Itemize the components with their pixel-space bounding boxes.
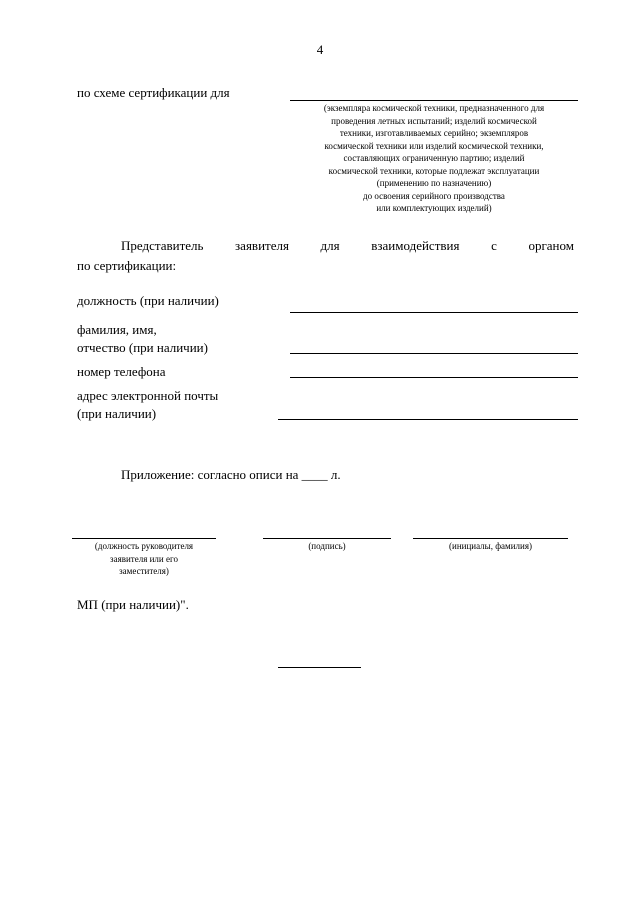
caption-line: заместителя) xyxy=(119,566,169,576)
phone-label: номер телефона xyxy=(77,364,166,379)
head-position-line[interactable] xyxy=(72,538,216,539)
signature-line[interactable] xyxy=(263,538,391,539)
phone-input-line[interactable] xyxy=(290,377,578,378)
position-label: должность (при наличии) xyxy=(77,293,219,308)
end-divider xyxy=(278,667,361,668)
scheme-note-line: проведения летных испытаний; изделий космической xyxy=(331,115,537,126)
scheme-input-line[interactable] xyxy=(290,100,578,101)
page-number: 4 xyxy=(316,42,324,57)
scheme-note-line: или комплектующих изделий) xyxy=(376,203,492,213)
scheme-note-line: до освоения серийного производства xyxy=(363,190,505,201)
representative-word: заявителя xyxy=(235,238,289,253)
name-input-line[interactable] xyxy=(290,353,578,354)
scheme-note-line: (экземпляра космической техники, предназначенного для xyxy=(323,103,545,113)
caption-line: заявителя или его xyxy=(110,553,178,564)
scheme-note-line: составляющих ограниченную партию; изделий xyxy=(343,153,525,163)
scheme-note-line: космической техники, которые подлежат эксплуатации xyxy=(328,165,540,176)
representative-word: с xyxy=(491,238,497,253)
scheme-note-line: космической техники или изделий космической техники, xyxy=(324,140,544,151)
email-label-line2: (при наличии) xyxy=(77,406,157,421)
name-label-line2: отчество (при наличии) xyxy=(77,340,208,355)
position-input-line[interactable] xyxy=(290,312,578,313)
scheme-note xyxy=(290,102,578,215)
initials-line[interactable] xyxy=(413,538,568,539)
initials-caption: (инициалы, фамилия) xyxy=(449,541,532,551)
scheme-note-line: (применению по назначению) xyxy=(376,178,492,188)
scheme-note-line: техники, изготавливаемых серийно; экземпляров xyxy=(339,128,529,138)
scheme-label: по схеме сертификации для xyxy=(77,85,230,100)
representative-paragraph xyxy=(121,237,574,254)
signature-caption: (подпись) xyxy=(308,541,346,551)
attachment-text: Приложение: согласно описи на ____ л. xyxy=(121,467,341,482)
representative-word: для xyxy=(320,238,340,253)
caption-line: (должность руководителя xyxy=(94,541,194,551)
email-label-line1: адрес электронной почты xyxy=(77,388,219,403)
representative-line2: по сертификации: xyxy=(77,258,177,273)
seal-text: МП (при наличии)". xyxy=(77,597,189,612)
name-label-line1: фамилия, имя, xyxy=(77,322,157,337)
representative-word: Представитель xyxy=(121,238,204,253)
head-position-caption xyxy=(72,540,216,578)
representative-word: органом xyxy=(528,238,574,253)
representative-word: взаимодействия xyxy=(371,238,460,253)
email-input-line[interactable] xyxy=(278,419,578,420)
